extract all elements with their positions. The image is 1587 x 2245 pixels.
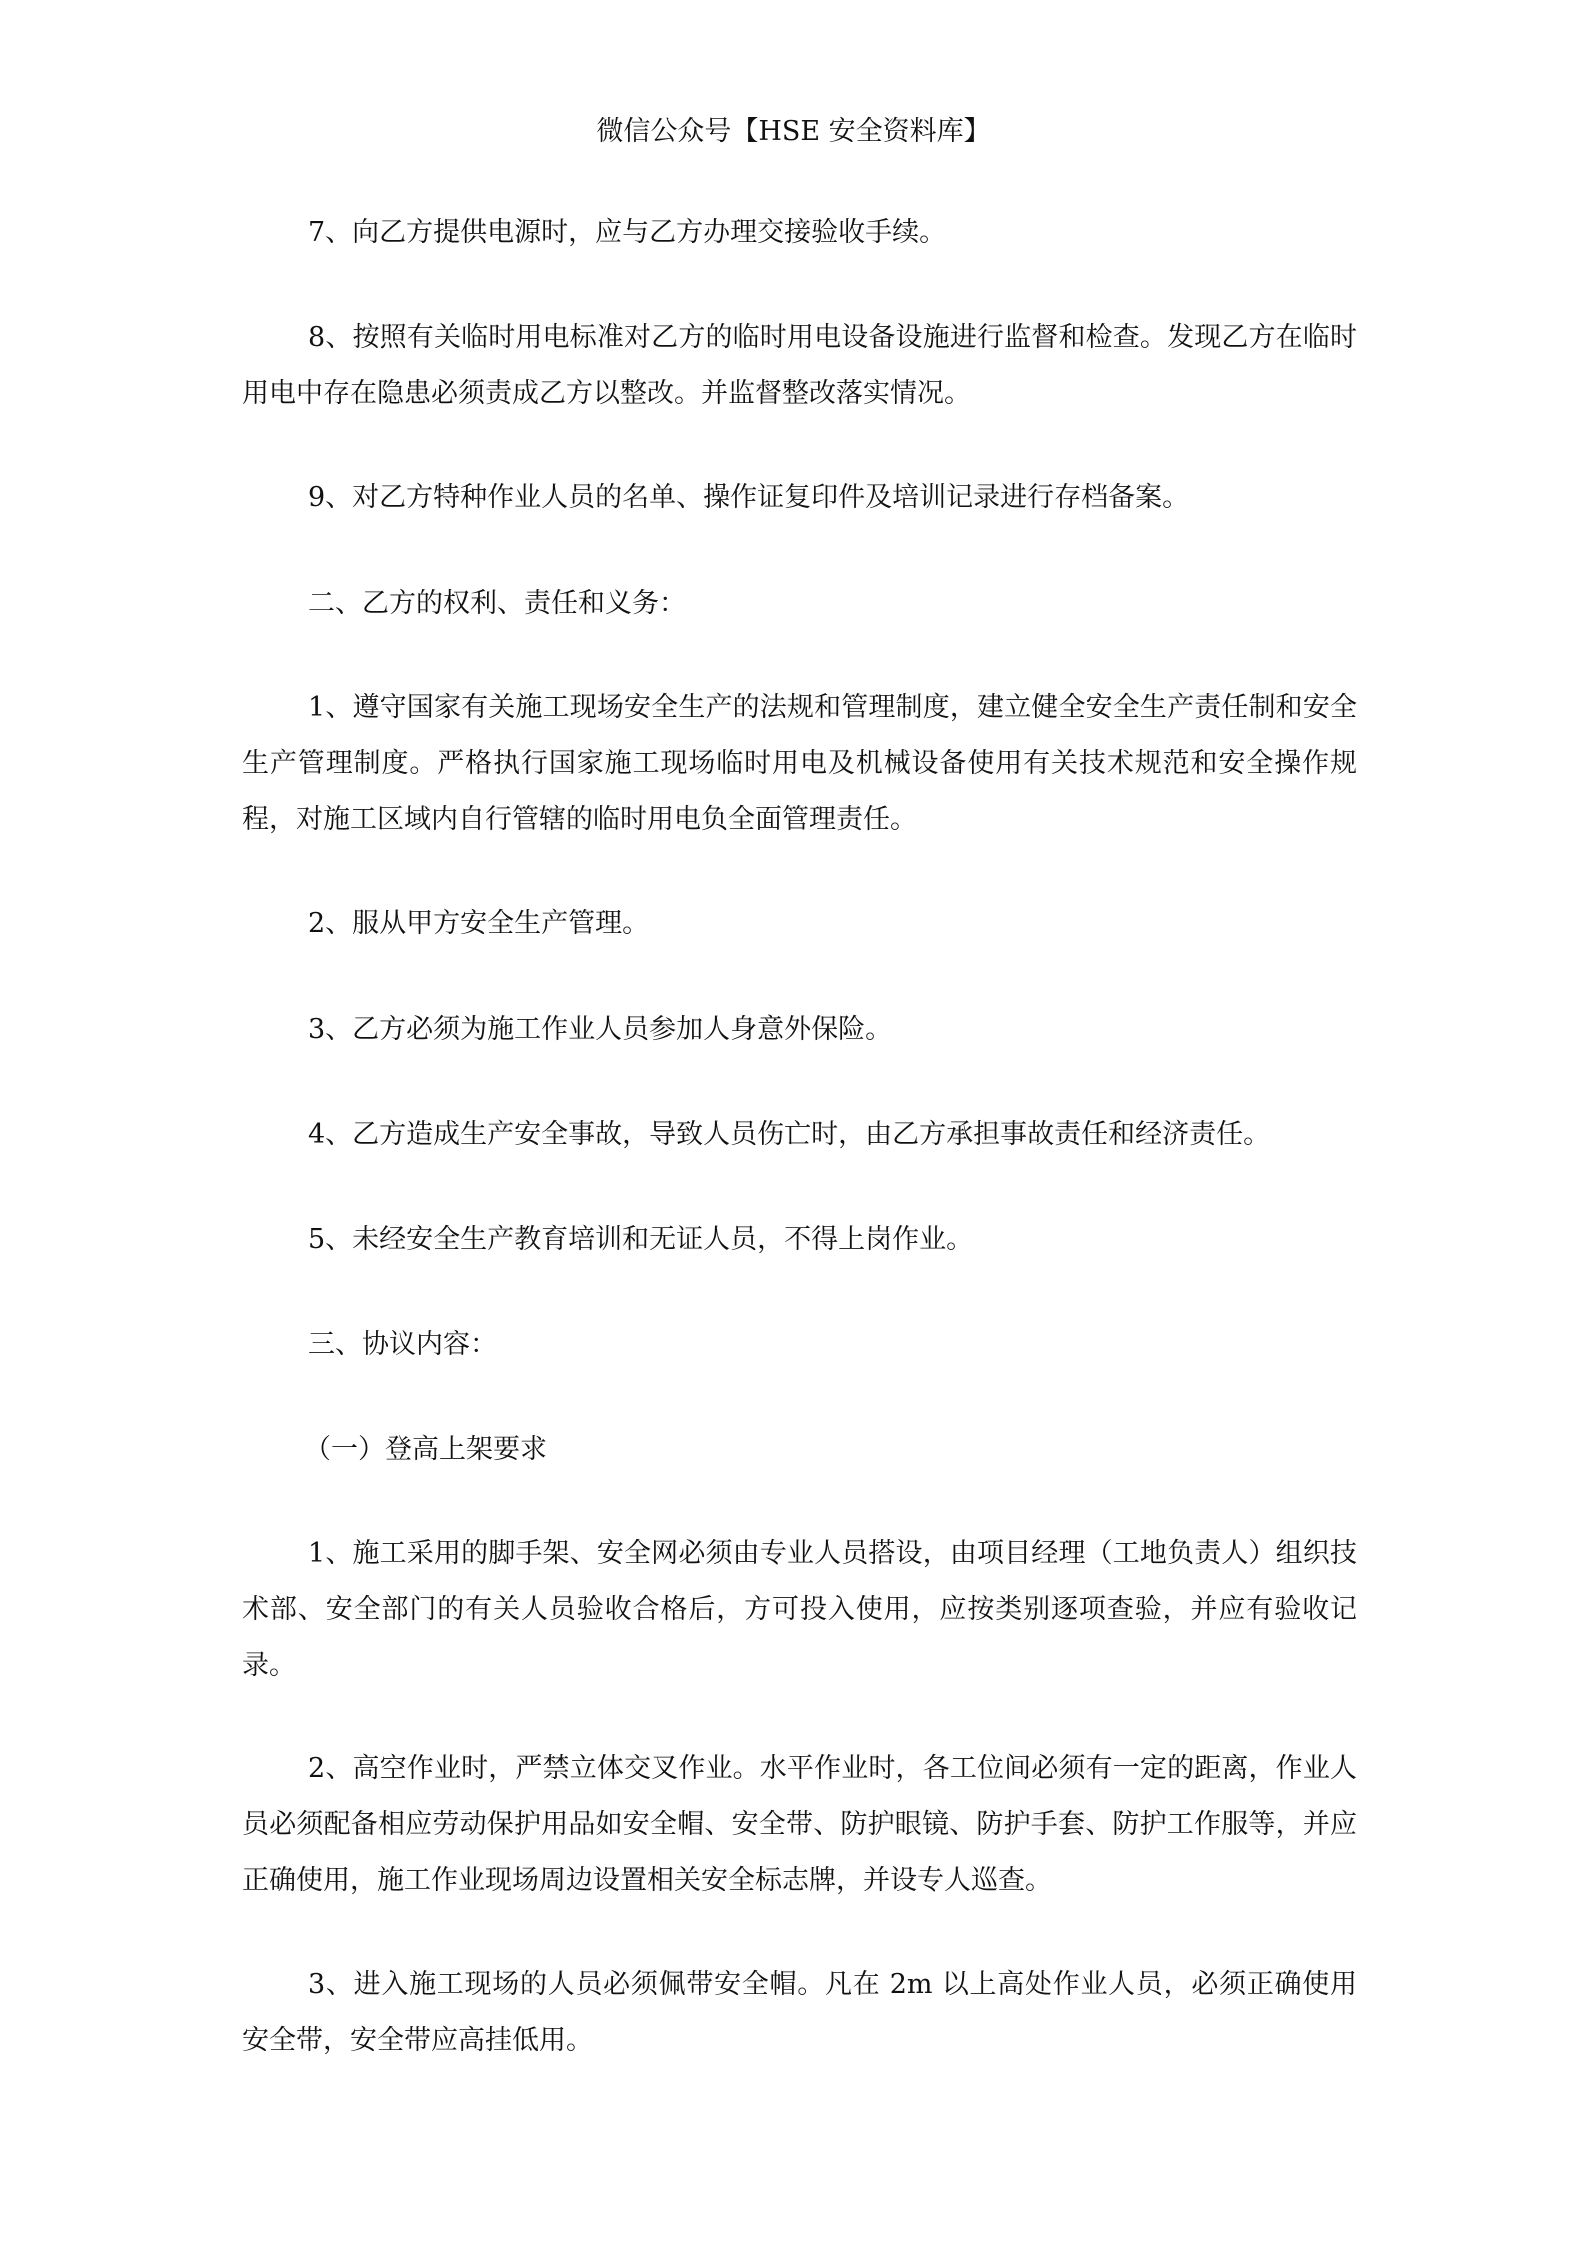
page-header: 微信公众号【HSE 安全资料库】 (596, 116, 991, 147)
paragraph-b1: 1、遵守国家有关施工现场安全生产的法规和管理制度，建立健全安全生产责任制和安全生产管理制度。严格执行国家施工现场临时用电及机械设备使用有关技术规范和安全操作规程，对施工区域内自行管辖的临时用电负全面管理责任。 (242, 692, 1357, 835)
paragraph-b4: 4、乙方造成生产安全事故，导致人员伤亡时，由乙方承担事故责任和经济责任。 (308, 1119, 1271, 1150)
subsection-heading-1: （一）登高上架要求 (304, 1434, 547, 1465)
paragraph-7: 7、向乙方提供电源时，应与乙方办理交接验收手续。 (308, 217, 947, 248)
section-heading-2: 二、乙方的权利、责任和义务： (308, 588, 686, 619)
paragraph-8: 8、按照有关临时用电标准对乙方的临时用电设备设施进行监督和检查。发现乙方在临时用电中存在隐患必须责成乙方以整改。并监督整改落实情况。 (242, 322, 1357, 409)
paragraph-c1: 1、施工采用的脚手架、安全网必须由专业人员搭设，由项目经理（工地负责人）组织技术部、安全部门的有关人员验收合格后，方可投入使用，应按类别逐项查验，并应有验收记录。 (242, 1538, 1357, 1681)
paragraph-b5: 5、未经安全生产教育培训和无证人员，不得上岗作业。 (308, 1224, 974, 1255)
paragraph-b2: 2、服从甲方安全生产管理。 (308, 908, 650, 939)
section-heading-3: 三、协议内容： (308, 1329, 497, 1360)
paragraph-b3: 3、乙方必须为施工作业人员参加人身意外保险。 (308, 1014, 893, 1045)
paragraph-c2: 2、高空作业时，严禁立体交叉作业。水平作业时，各工位间必须有一定的距离，作业人员必须配备相应劳动保护用品如安全帽、安全带、防护眼镜、防护手套、防护工作服等，并应正确使用，施工作业现场周边设置相关安全标志牌，并设专人巡查。 (242, 1753, 1357, 1896)
paragraph-9: 9、对乙方特种作业人员的名单、操作证复印件及培训记录进行存档备案。 (308, 482, 1190, 513)
paragraph-c3: 3、进入施工现场的人员必须佩带安全帽。凡在 2m 以上高处作业人员，必须正确使用安全带，安全带应高挂低用。 (242, 1969, 1357, 2056)
